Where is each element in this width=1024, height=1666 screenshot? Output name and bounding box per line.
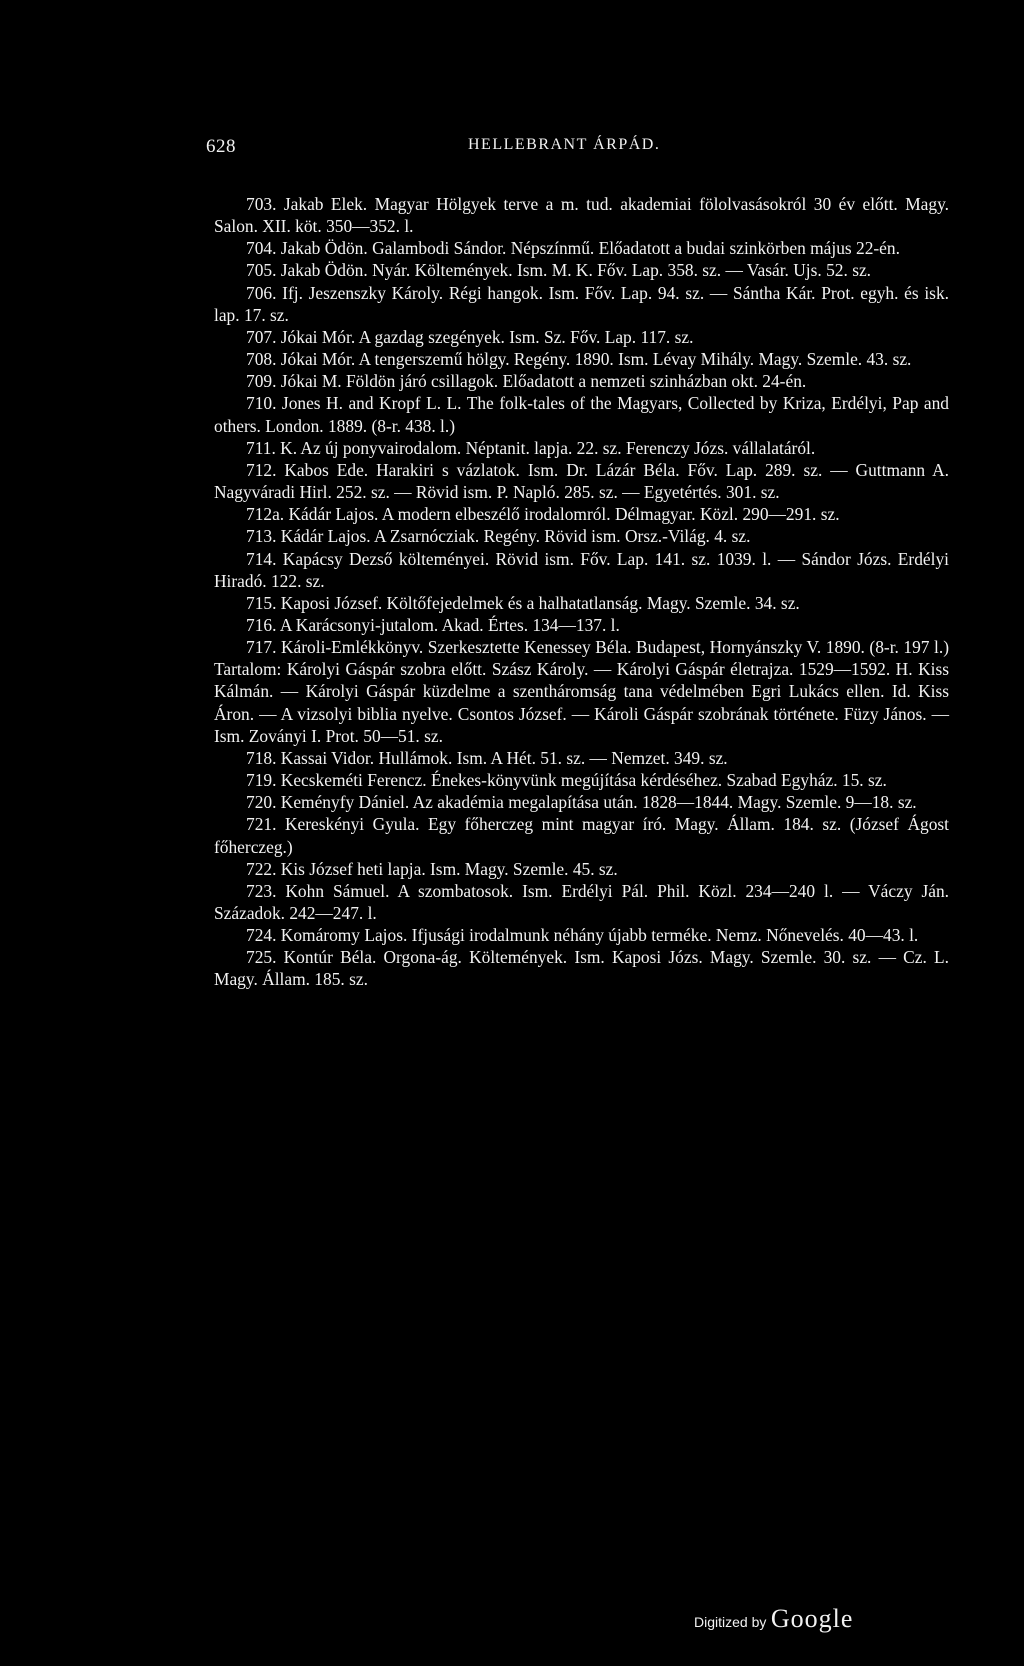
bibliography-entry: 706. Ifj. Jeszenszky Károly. Régi hangok. Ism. Főv. Lap. 94. sz. — Sántha Kár. Prot. egyh. és isk. lap. 17. sz. <box>214 282 949 325</box>
bibliography-entry: 716. A Karácsonyi-jutalom. Akad. Értes. 134—137. l. <box>246 614 620 635</box>
bibliography-entry: 717. Károli-Emlékkönyv. Szerkesztette Kenessey Béla. Budapest, Hornyánszky V. 1890. (8-r. 197 l.) Tartalom: Károlyi Gáspár szobra előtt. Szász Károly. — Károlyi Gáspár életrajza. 1529—1592. H. Kiss Kálmán. — Károlyi Gáspár küzdelme a szentháromság tana védelmében Egri Lukács ellen. Id. Kiss Áron. — A vizsolyi biblia nyelve. Csontos József. — Károli Gáspár szobrának története. Füzy János. — Ism. Zoványi I. Prot. 50—51. sz. <box>214 637 949 746</box>
page-number: 628 <box>206 136 236 157</box>
bibliography-entry: 703. Jakab Elek. Magyar Hölgyek terve a m. tud. akademiai fölolvasásokról 30 év előtt. Magy. Salon. XII. köt. 350—352. l. <box>214 194 949 237</box>
bibliography-entry: 723. Kohn Sámuel. A szombatosok. Ism. Erdélyi Pál. Phil. Közl. 234—240 l. — Váczy Ján. Századok. 242—247. l. <box>214 880 949 923</box>
bibliography-entry: 725. Kontúr Béla. Orgona-ág. Költemények. Ism. Kaposi Józs. Magy. Szemle. 30. sz. — Cz. L. Magy. Állam. 185. sz. <box>214 947 949 990</box>
bibliography-entry: 709. Jókai M. Földön járó csillagok. Előadatott a nemzeti szinházban okt. 24-én. <box>246 371 807 392</box>
bibliography-list <box>214 193 949 991</box>
running-head: HELLEBRANT ÁRPÁD. <box>468 136 661 153</box>
bibliography-entry: 711. K. Az új ponyvairodalom. Néptanit. lapja. 22. sz. Ferenczy Józs. vállalatáról. <box>246 437 816 458</box>
bibliography-entry: 724. Komáromy Lajos. Ifjusági irodalmunk néhány újabb terméke. Nemz. Nőnevelés. 40—43. l. <box>246 925 919 946</box>
bibliography-entry: 705. Jakab Ödön. Nyár. Költemények. Ism. M. K. Főv. Lap. 358. sz. — Vasár. Ujs. 52. sz. <box>246 260 872 281</box>
bibliography-entry: 714. Kapácsy Dezső költeményei. Rövid ism. Főv. Lap. 141. sz. 1039. l. — Sándor Józs. Erdélyi Hiradó. 122. sz. <box>214 548 949 591</box>
page-header <box>206 136 946 166</box>
google-logo: Google <box>770 1604 854 1633</box>
bibliography-entry: 713. Kádár Lajos. A Zsarnócziak. Regény. Rövid ism. Orsz.-Világ. 4. sz. <box>246 526 751 547</box>
bibliography-entry: 718. Kassai Vidor. Hullámok. Ism. A Hét. 51. sz. — Nemzet. 349. sz. <box>246 747 728 768</box>
bibliography-entry: 721. Kereskényi Gyula. Egy főherczeg mint magyar író. Magy. Állam. 184. sz. (József Ágost főherczeg.) <box>214 814 949 857</box>
bibliography-entry: 712a. Kádár Lajos. A modern elbeszélő irodalomról. Délmagyar. Közl. 290—291. sz. <box>246 504 840 525</box>
bibliography-entry: 722. Kis József heti lapja. Ism. Magy. Szemle. 45. sz. <box>246 858 618 879</box>
digitized-by-label: Digitized by <box>694 1614 767 1630</box>
bibliography-entry: 710. Jones H. and Kropf L. L. The folk-tales of the Magyars, Collected by Kriza, Erdélyi, Pap and others. London. 1889. (8-r. 438. l.) <box>214 393 949 436</box>
bibliography-entry: 712. Kabos Ede. Harakiri s vázlatok. Ism. Dr. Lázár Béla. Főv. Lap. 289. sz. — Guttmann A. Nagyváradi Hirl. 252. sz. — Rövid ism. P. Napló. 285. sz. — Egyetértés. 301. sz. <box>214 459 949 503</box>
bibliography-entry: 715. Kaposi József. Költőfejedelmek és a halhatatlanság. Magy. Szemle. 34. sz. <box>246 592 800 613</box>
bibliography-entry: 704. Jakab Ödön. Galambodi Sándor. Népszínmű. Előadatott a budai szinkörben május 22-én. <box>246 238 900 259</box>
bibliography-entry: 708. Jókai Mór. A tengerszemű hölgy. Regény. 1890. Ism. Lévay Mihály. Magy. Szemle. 43. sz. <box>246 349 912 370</box>
digitization-watermark <box>694 1604 853 1634</box>
bibliography-entry: 719. Kecskeméti Ferencz. Énekes-könyvünk megújítása kérdéséhez. Szabad Egyház. 15. sz. <box>246 770 887 791</box>
bibliography-entry: 720. Keményfy Dániel. Az akadémia megalapítása után. 1828—1844. Magy. Szemle. 9—18. sz. <box>246 792 917 813</box>
bibliography-entry: 707. Jókai Mór. A gazdag szegények. Ism. Sz. Főv. Lap. 117. sz. <box>246 326 694 347</box>
